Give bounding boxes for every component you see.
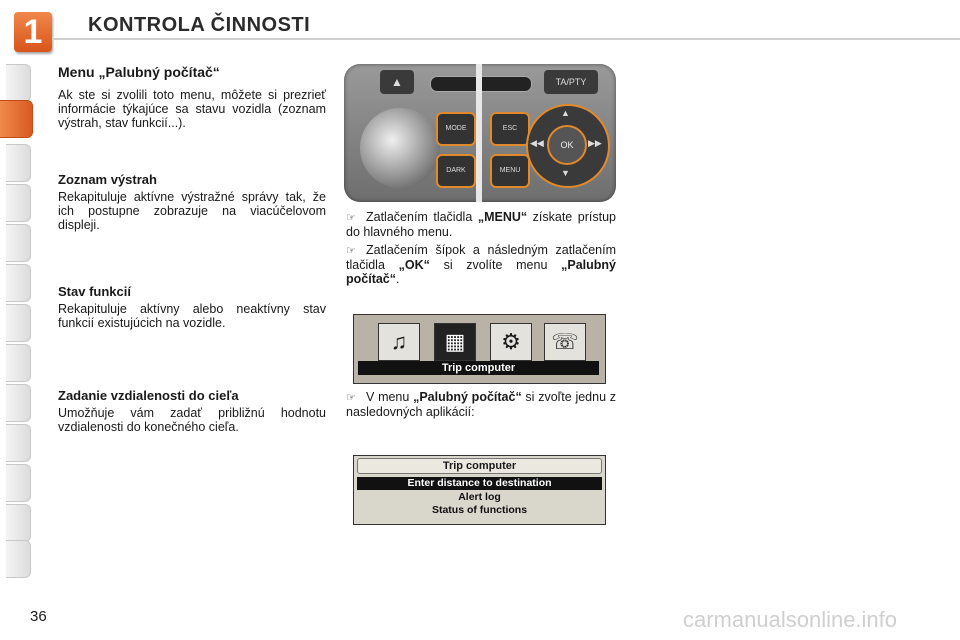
instruction-text: V menu <box>366 390 414 404</box>
ta-pty-button[interactable]: TA/PTY <box>544 70 598 94</box>
instruction-text: Zatlačením šípok a následným zatlačením tlačidla <box>346 243 616 272</box>
volume-knob[interactable] <box>360 108 440 188</box>
instruction-key: „OK“ <box>398 258 430 272</box>
page-title: KONTROLA ČINNOSTI <box>88 14 311 36</box>
chapter-number-badge: 1 <box>14 12 52 52</box>
header-rule <box>52 38 960 40</box>
intro-text: Ak ste si zvolili toto menu, môžete si prezrieť informácie týkajúce sa stavu vozidla (zoznam výstrah, stav funkcií...). <box>58 88 326 130</box>
watermark: carmanualsonline.info <box>683 607 898 632</box>
chapter-tab[interactable] <box>6 184 31 222</box>
chapter-tab[interactable] <box>6 384 31 422</box>
chapter-tab[interactable] <box>6 540 31 578</box>
section-title: Stav funkcií <box>58 284 131 299</box>
arrow-right-icon[interactable]: ▶▶ <box>588 138 602 148</box>
menu-item-alert-log[interactable]: Alert log <box>458 491 501 503</box>
dark-button[interactable]: DARK <box>436 154 476 188</box>
instruction-key: „MENU“ <box>477 210 528 224</box>
selected-menu-label: Trip computer <box>358 361 599 375</box>
arrow-down-icon[interactable]: ▼ <box>561 168 570 178</box>
settings-sliders-icon[interactable]: ⚙ <box>490 323 532 361</box>
instruction-item <box>346 390 616 419</box>
radio-control-panel <box>344 64 616 202</box>
esc-button[interactable]: ESC <box>490 112 530 146</box>
menu-button[interactable]: MENU <box>490 154 530 188</box>
section-heading-menu: Menu „Palubný počítač“ <box>58 64 220 80</box>
instruction-text: . <box>396 272 400 286</box>
arrow-up-icon[interactable]: ▲ <box>561 108 570 118</box>
chapter-tab[interactable] <box>6 304 31 342</box>
menu-item-distance[interactable]: Enter distance to destination <box>357 477 602 490</box>
menu-item-status[interactable]: Status of functions <box>431 504 528 516</box>
eject-button[interactable]: ▲ <box>380 70 414 94</box>
chapter-tab[interactable] <box>6 344 31 382</box>
instruction-item <box>346 243 616 286</box>
section-title: Zoznam výstrah <box>58 172 157 187</box>
hand-pointer-icon: ☞ <box>346 212 356 224</box>
ok-button[interactable]: OK <box>547 125 587 165</box>
section-alert-log <box>58 172 326 232</box>
chapter-tab[interactable] <box>6 264 31 302</box>
chapter-tab[interactable] <box>6 424 31 462</box>
instruction-key: „Palubný počítač“ <box>346 258 616 286</box>
chapter-tab[interactable] <box>6 224 31 262</box>
chapter-tab[interactable] <box>6 504 31 542</box>
menu-display-screen <box>353 314 606 384</box>
instruction-item <box>346 210 616 239</box>
section-distance-to-destination <box>58 388 326 434</box>
chapter-tab[interactable] <box>6 464 31 502</box>
instruction-key: „Palubný počítač“ <box>413 390 522 404</box>
chapter-tab[interactable] <box>6 64 31 102</box>
hand-pointer-icon: ☞ <box>346 392 356 404</box>
phone-icon[interactable]: ☏ <box>544 323 586 361</box>
instruction-text: získate prístup do hlavného menu. <box>346 210 617 239</box>
hand-pointer-icon: ☞ <box>346 245 356 257</box>
instruction-text: Zatlačením tlačidla <box>366 210 478 224</box>
section-text: Rekapituluje aktívne výstražné správy tak, že ich postupne zobrazuje na viacúčelovom displeji. <box>58 190 326 232</box>
mode-button[interactable]: MODE <box>436 112 476 146</box>
panel-divider <box>476 64 482 202</box>
section-text: Umožňuje vám zadať približnú hodnotu vzdialenosti do konečného cieľa. <box>58 406 326 434</box>
instruction-text: si zvolíte menu <box>429 258 562 272</box>
music-note-icon[interactable]: ♫ <box>378 323 420 361</box>
chapter-tab[interactable] <box>6 144 31 182</box>
arrow-left-icon[interactable]: ◀◀ <box>530 138 544 148</box>
section-title: Zadanie vzdialenosti do cieľa <box>58 388 239 403</box>
instruction-text: si zvoľte jednu z nasledovných aplikácií: <box>346 390 617 419</box>
instruction-list <box>346 210 616 286</box>
chapter-tab-active[interactable] <box>0 100 33 138</box>
screen-title: Trip computer <box>357 458 602 474</box>
section-status-of-functions <box>58 284 326 330</box>
trip-computer-icon[interactable]: ▦ <box>434 323 476 361</box>
chapter-tab-rail <box>0 64 34 576</box>
page-number: 36 <box>30 608 47 625</box>
trip-computer-screen <box>353 455 606 525</box>
section-text: Rekapituluje aktívny alebo neaktívny stav funkcií existujúcich na vozidle. <box>58 302 326 330</box>
